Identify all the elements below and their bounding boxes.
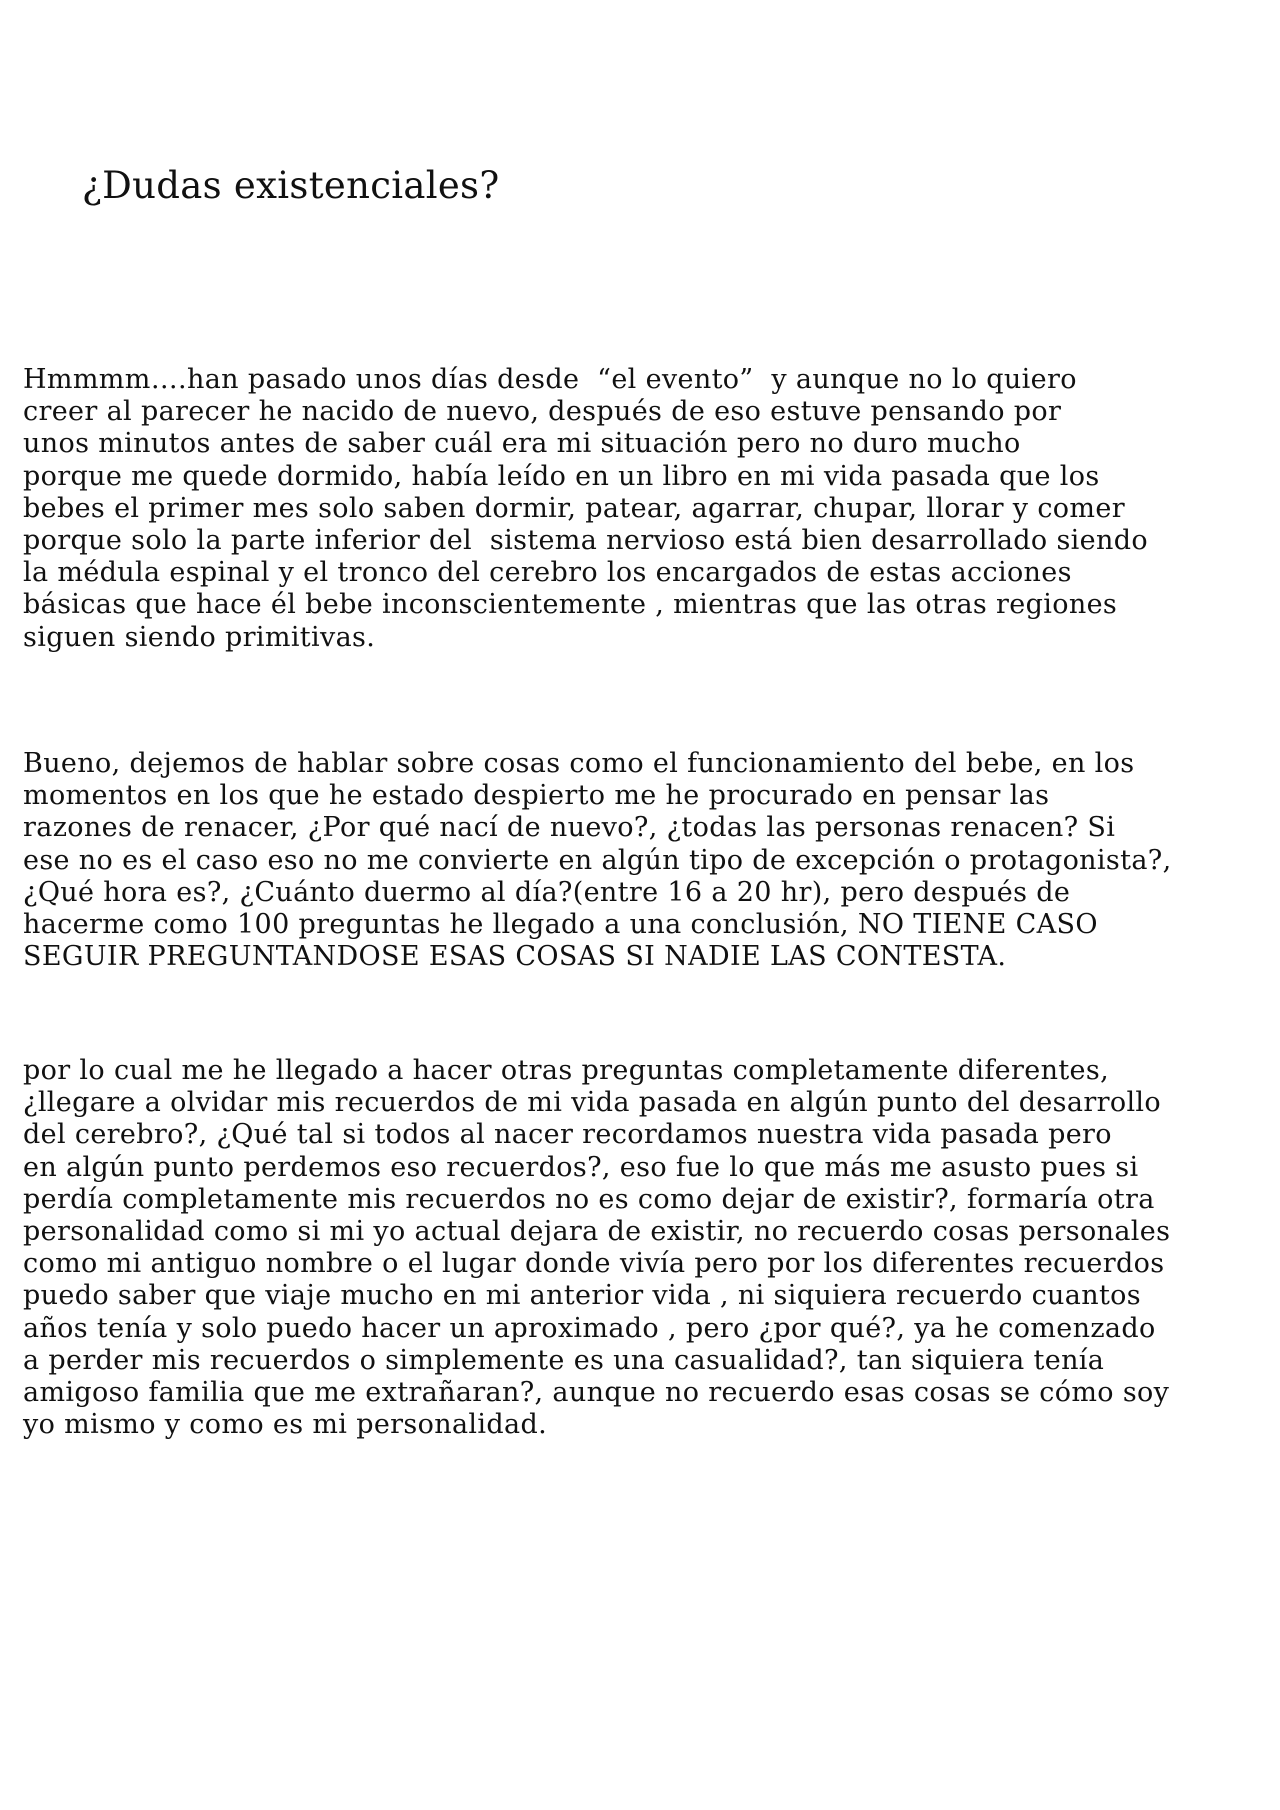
paragraph-3: por lo cual me he llegado a hacer otras preguntas completamente diferentes, ¿llegare a olvidar mis recuerdos de mi vida pasada en algún punto del desarrollo del cerebro?, ¿Qué tal si todos al nacer recordamos nuestra vida pasada pero en algún punto perdemos eso recuerdos?, eso fue lo que más me asusto pues si perdía completamente mis recuerdos no es como dejar de existir?, formaría otra personalidad como si mi yo actual dejara de existir, no recuerdo cosas personales como mi antiguo nombre o el lugar donde vivía pero por los diferentes recuerdos puedo saber que viaje mucho en mi anterior vida , ni siquiera recuerdo cuantos años tenía y solo puedo hacer un aproximado , pero ¿por qué?, ya he comenzado a perder mis recuerdos o simplemente es una casualidad?, tan siquiera tenía amigoso familia que me extrañaran?, aunque no recuerdo esas cosas se cómo soy yo mismo y como es mi personalidad. [23,1055,1171,1441]
paragraph-1: Hmmmm….han pasado unos días desde “el evento” y aunque no lo quiero creer al parecer he nacido de nuevo, después de eso estuve pensando por unos minutos antes de saber cuál era mi situación pero no duro mucho porque me quede dormido, había leído en un libro en mi vida pasada que los bebes el primer mes solo saben dormir, patear, agarrar, chupar, llorar y comer porque solo la parte inferior del sistema nervioso está bien desarrollado siendo la médula espinal y el tronco del cerebro los encargados de estas acciones básicas que hace él bebe inconscientemente , mientras que las otras regiones siguen siendo primitivas. [23,364,1148,653]
paragraph-2: Bueno, dejemos de hablar sobre cosas como el funcionamiento del bebe, en los momentos en los que he estado despierto me he procurado en pensar las razones de renacer, ¿Por qué nací de nuevo?, ¿todas las personas renacen? Si ese no es el caso eso no me convierte en algún tipo de excepción o protagonista?, ¿Qué hora es?, ¿Cuánto duermo al día?(entre 16 a 20 hr), pero después de hacerme como 100 preguntas he llegado a una conclusión, NO TIENE CASO SEGUIR PREGUNTANDOSE ESAS COSAS SI NADIE LAS CONTESTA. [23,748,1172,973]
document-title: ¿Dudas existenciales? [82,164,500,207]
